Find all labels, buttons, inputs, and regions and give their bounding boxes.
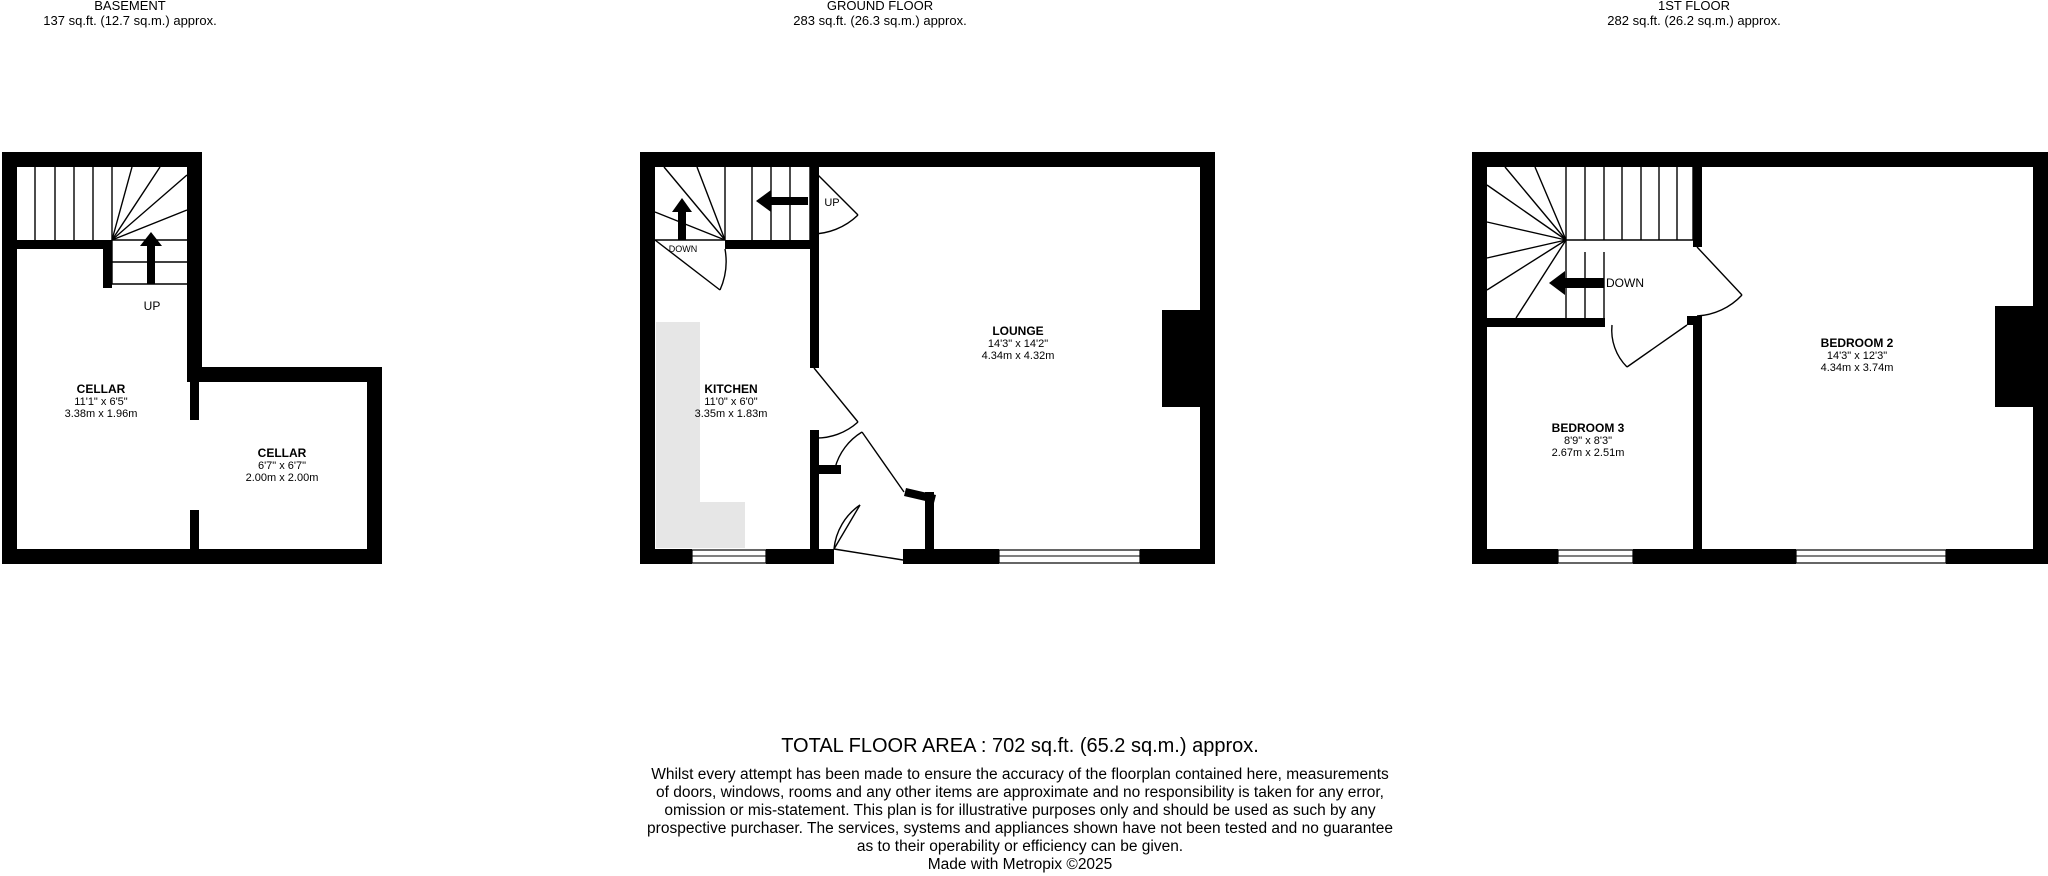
basement-plan (2, 152, 382, 564)
room-name-kitchen: KITCHEN (704, 382, 758, 396)
room-dim-imperial: 11'1" x 6'5" (74, 396, 128, 408)
disclaimer-line: omission or mis-statement. This plan is for illustrative purposes only and should be used as such by any (664, 802, 1376, 819)
room-name-cellar: CELLAR (257, 446, 307, 460)
disclaimer-line: of doors, windows, rooms and any other items are approximate and no responsibility is taken for any error, (655, 784, 1384, 801)
floor-name: 1ST FLOOR (1657, 0, 1730, 13)
stair-label: UP (143, 299, 161, 313)
floor-name: BASEMENT (94, 0, 166, 13)
stair-label: UP (824, 197, 840, 209)
room-name-cellar: CELLAR (76, 382, 126, 396)
room-name-bedroom-2: BEDROOM 2 (1820, 336, 1894, 350)
room-dim-metric: 4.34m x 4.32m (981, 350, 1055, 362)
floor-area: 283 sq.ft. (26.3 sq.m.) approx. (793, 13, 967, 28)
room-dim-imperial: 14'3" x 12'3" (1826, 350, 1888, 362)
chimney-breast (1995, 306, 2033, 407)
chimney-breast (1162, 310, 1200, 407)
room-dim-metric: 3.38m x 1.96m (64, 408, 138, 420)
stair-arrow-left-icon (1549, 271, 1604, 295)
room-dim-imperial: 6'7" x 6'7" (257, 460, 307, 472)
disclaimer-line: Whilst every attempt has been made to ensure the accuracy of the floorplan contained here, measurements (651, 766, 1389, 783)
kitchen-units (656, 322, 745, 548)
stair-label: DOWN (668, 244, 698, 254)
room-dim-metric: 3.35m x 1.83m (694, 408, 768, 420)
credit: Made with Metropix ©2025 (927, 856, 1113, 873)
floor-name: GROUND FLOOR (826, 0, 934, 13)
room-dim-imperial: 14'3" x 14'2" (987, 338, 1049, 350)
room-dim-metric: 2.67m x 2.51m (1551, 447, 1625, 459)
first-floor-plan (1472, 152, 2048, 564)
room-name-lounge: LOUNGE (992, 324, 1044, 338)
total-floor-area: TOTAL FLOOR AREA : 702 sq.ft. (65.2 sq.m.) approx. (781, 735, 1259, 757)
stair-arrow-left-icon (756, 190, 808, 212)
floor-area: 282 sq.ft. (26.2 sq.m.) approx. (1607, 13, 1781, 28)
room-dim-imperial: 8'9" x 8'3" (1563, 435, 1613, 447)
stair-label: DOWN (1606, 276, 1644, 290)
first-floor-stairs (1487, 167, 1693, 318)
floor-area: 137 sq.ft. (12.7 sq.m.) approx. (43, 13, 217, 28)
room-dim-metric: 2.00m x 2.00m (245, 472, 319, 484)
room-dim-imperial: 11'0" x 6'0" (704, 396, 758, 408)
disclaimer-line: as to their operability or efficiency can be given. (856, 838, 1184, 855)
disclaimer-line: prospective purchaser. The services, systems and appliances shown have not been tested and no guarantee (647, 820, 1393, 837)
ground-floor-plan (640, 152, 1215, 564)
door-swings (1612, 247, 1742, 367)
stair-arrow-up-icon (672, 198, 692, 240)
room-dim-metric: 4.34m x 3.74m (1820, 362, 1894, 374)
room-name-bedroom-3: BEDROOM 3 (1551, 421, 1625, 435)
disclaimer (600, 766, 1440, 874)
